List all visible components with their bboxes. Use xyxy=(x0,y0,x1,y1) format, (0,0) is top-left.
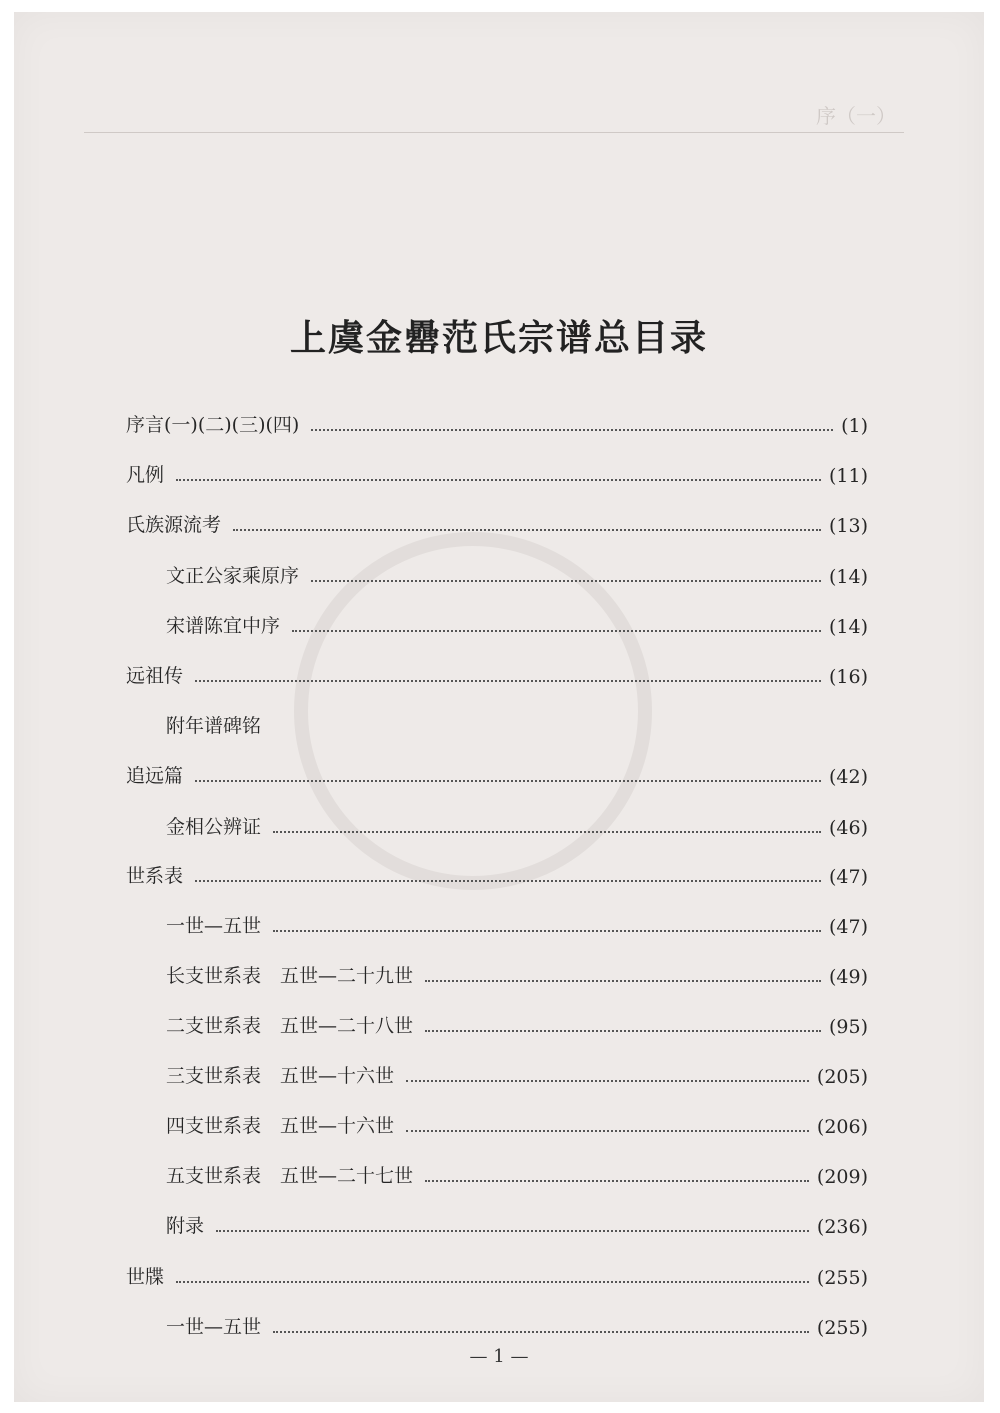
dot-leader xyxy=(311,429,833,431)
toc-page-number: (16) xyxy=(828,666,868,688)
toc-label: 序言(一)(二)(三)(四) xyxy=(126,414,300,436)
toc-entry-branch-2 xyxy=(166,1008,868,1038)
toc-entry-appendix xyxy=(166,1208,868,1238)
toc-page-number: (205) xyxy=(816,1066,868,1088)
toc-label: 一世—五世 xyxy=(166,915,262,937)
dot-leader xyxy=(406,1130,809,1132)
toc-label: 三支世系表 五世—十六世 xyxy=(166,1065,395,1087)
dot-leader xyxy=(216,1230,809,1232)
page-number-footer: — 1 — xyxy=(469,1346,529,1367)
toc-page-number: (11) xyxy=(828,465,868,487)
running-head: 序（一） xyxy=(816,104,896,128)
toc-entry-lineage-table xyxy=(126,858,868,888)
dot-leader xyxy=(425,1030,821,1032)
toc-page-number: (42) xyxy=(828,766,868,788)
toc-page-number: (95) xyxy=(828,1016,868,1038)
toc-page-number: (47) xyxy=(828,866,868,888)
dot-leader xyxy=(273,930,821,932)
header-rule xyxy=(84,132,904,133)
toc-page-number: (47) xyxy=(828,916,868,938)
toc-entry-wenzheng-preface xyxy=(166,558,868,588)
toc-entry-chronology xyxy=(166,708,868,738)
dot-leader xyxy=(176,1281,809,1283)
toc-page-number: (206) xyxy=(816,1116,868,1138)
dot-leader xyxy=(233,529,821,531)
toc-entry-song-preface xyxy=(166,608,868,638)
toc-entry-records-gen-1-5 xyxy=(166,1309,868,1339)
toc-label: 宋谱陈宜中序 xyxy=(166,615,281,637)
toc-page-number: (209) xyxy=(816,1166,868,1188)
toc-page-number: (255) xyxy=(816,1267,868,1289)
toc-page-number: (1) xyxy=(841,415,868,437)
toc-page-number: (46) xyxy=(828,817,868,839)
toc-entry-clan-origins xyxy=(126,507,868,537)
document-page xyxy=(14,12,984,1402)
dot-leader xyxy=(195,880,821,882)
toc-page-number: (14) xyxy=(828,566,868,588)
dot-leader xyxy=(273,1331,809,1333)
toc-label: 凡例 xyxy=(126,464,165,486)
toc-label: 金相公辨证 xyxy=(166,816,262,838)
toc-label: 远祖传 xyxy=(126,665,184,687)
dot-leader xyxy=(406,1080,809,1082)
toc-entry-branch-1 xyxy=(166,958,868,988)
toc-label: 二支世系表 五世—二十八世 xyxy=(166,1015,414,1037)
toc-entry-branch-4 xyxy=(166,1108,868,1138)
toc-label: 一世—五世 xyxy=(166,1316,262,1338)
dot-leader xyxy=(425,1180,809,1182)
toc-entry-genealogy-records xyxy=(126,1259,868,1289)
toc-label: 四支世系表 五世—十六世 xyxy=(166,1115,395,1137)
toc-entry-branch-5 xyxy=(166,1158,868,1188)
toc-label: 世系表 xyxy=(126,865,184,887)
toc-entry-remembrance xyxy=(126,758,868,788)
toc-label: 文正公家乘原序 xyxy=(166,565,300,587)
toc-label: 五支世系表 五世—二十七世 xyxy=(166,1165,414,1187)
dot-leader xyxy=(273,831,821,833)
toc-page-number: (236) xyxy=(816,1216,868,1238)
toc-entry-gen-1-5 xyxy=(166,908,868,938)
toc-page-number: (255) xyxy=(816,1317,868,1339)
toc-label: 氏族源流考 xyxy=(126,514,222,536)
dot-leader xyxy=(176,479,821,481)
toc-page-number: (14) xyxy=(828,616,868,638)
dot-leader xyxy=(292,630,821,632)
toc-label: 附录 xyxy=(166,1215,205,1237)
dot-leader xyxy=(311,580,821,582)
dot-leader xyxy=(195,680,821,682)
toc-page-number: (49) xyxy=(828,966,868,988)
dot-leader xyxy=(195,780,821,782)
toc-label: 追远篇 xyxy=(126,765,184,787)
toc-label: 长支世系表 五世—二十九世 xyxy=(166,965,414,987)
toc-page-number: (13) xyxy=(828,515,868,537)
page-title: 上虞金罍范氏宗谱总目录 xyxy=(289,317,708,359)
toc-label: 世牒 xyxy=(126,1266,165,1288)
toc-entry-ancestor-biographies xyxy=(126,658,868,688)
toc-entry-conventions xyxy=(126,457,868,487)
toc-label: 附年谱碑铭 xyxy=(166,715,262,737)
toc-entry-branch-3 xyxy=(166,1058,868,1088)
toc-entry-preface xyxy=(126,407,868,437)
dot-leader xyxy=(425,980,821,982)
toc-entry-jin-xianggong xyxy=(166,809,868,839)
